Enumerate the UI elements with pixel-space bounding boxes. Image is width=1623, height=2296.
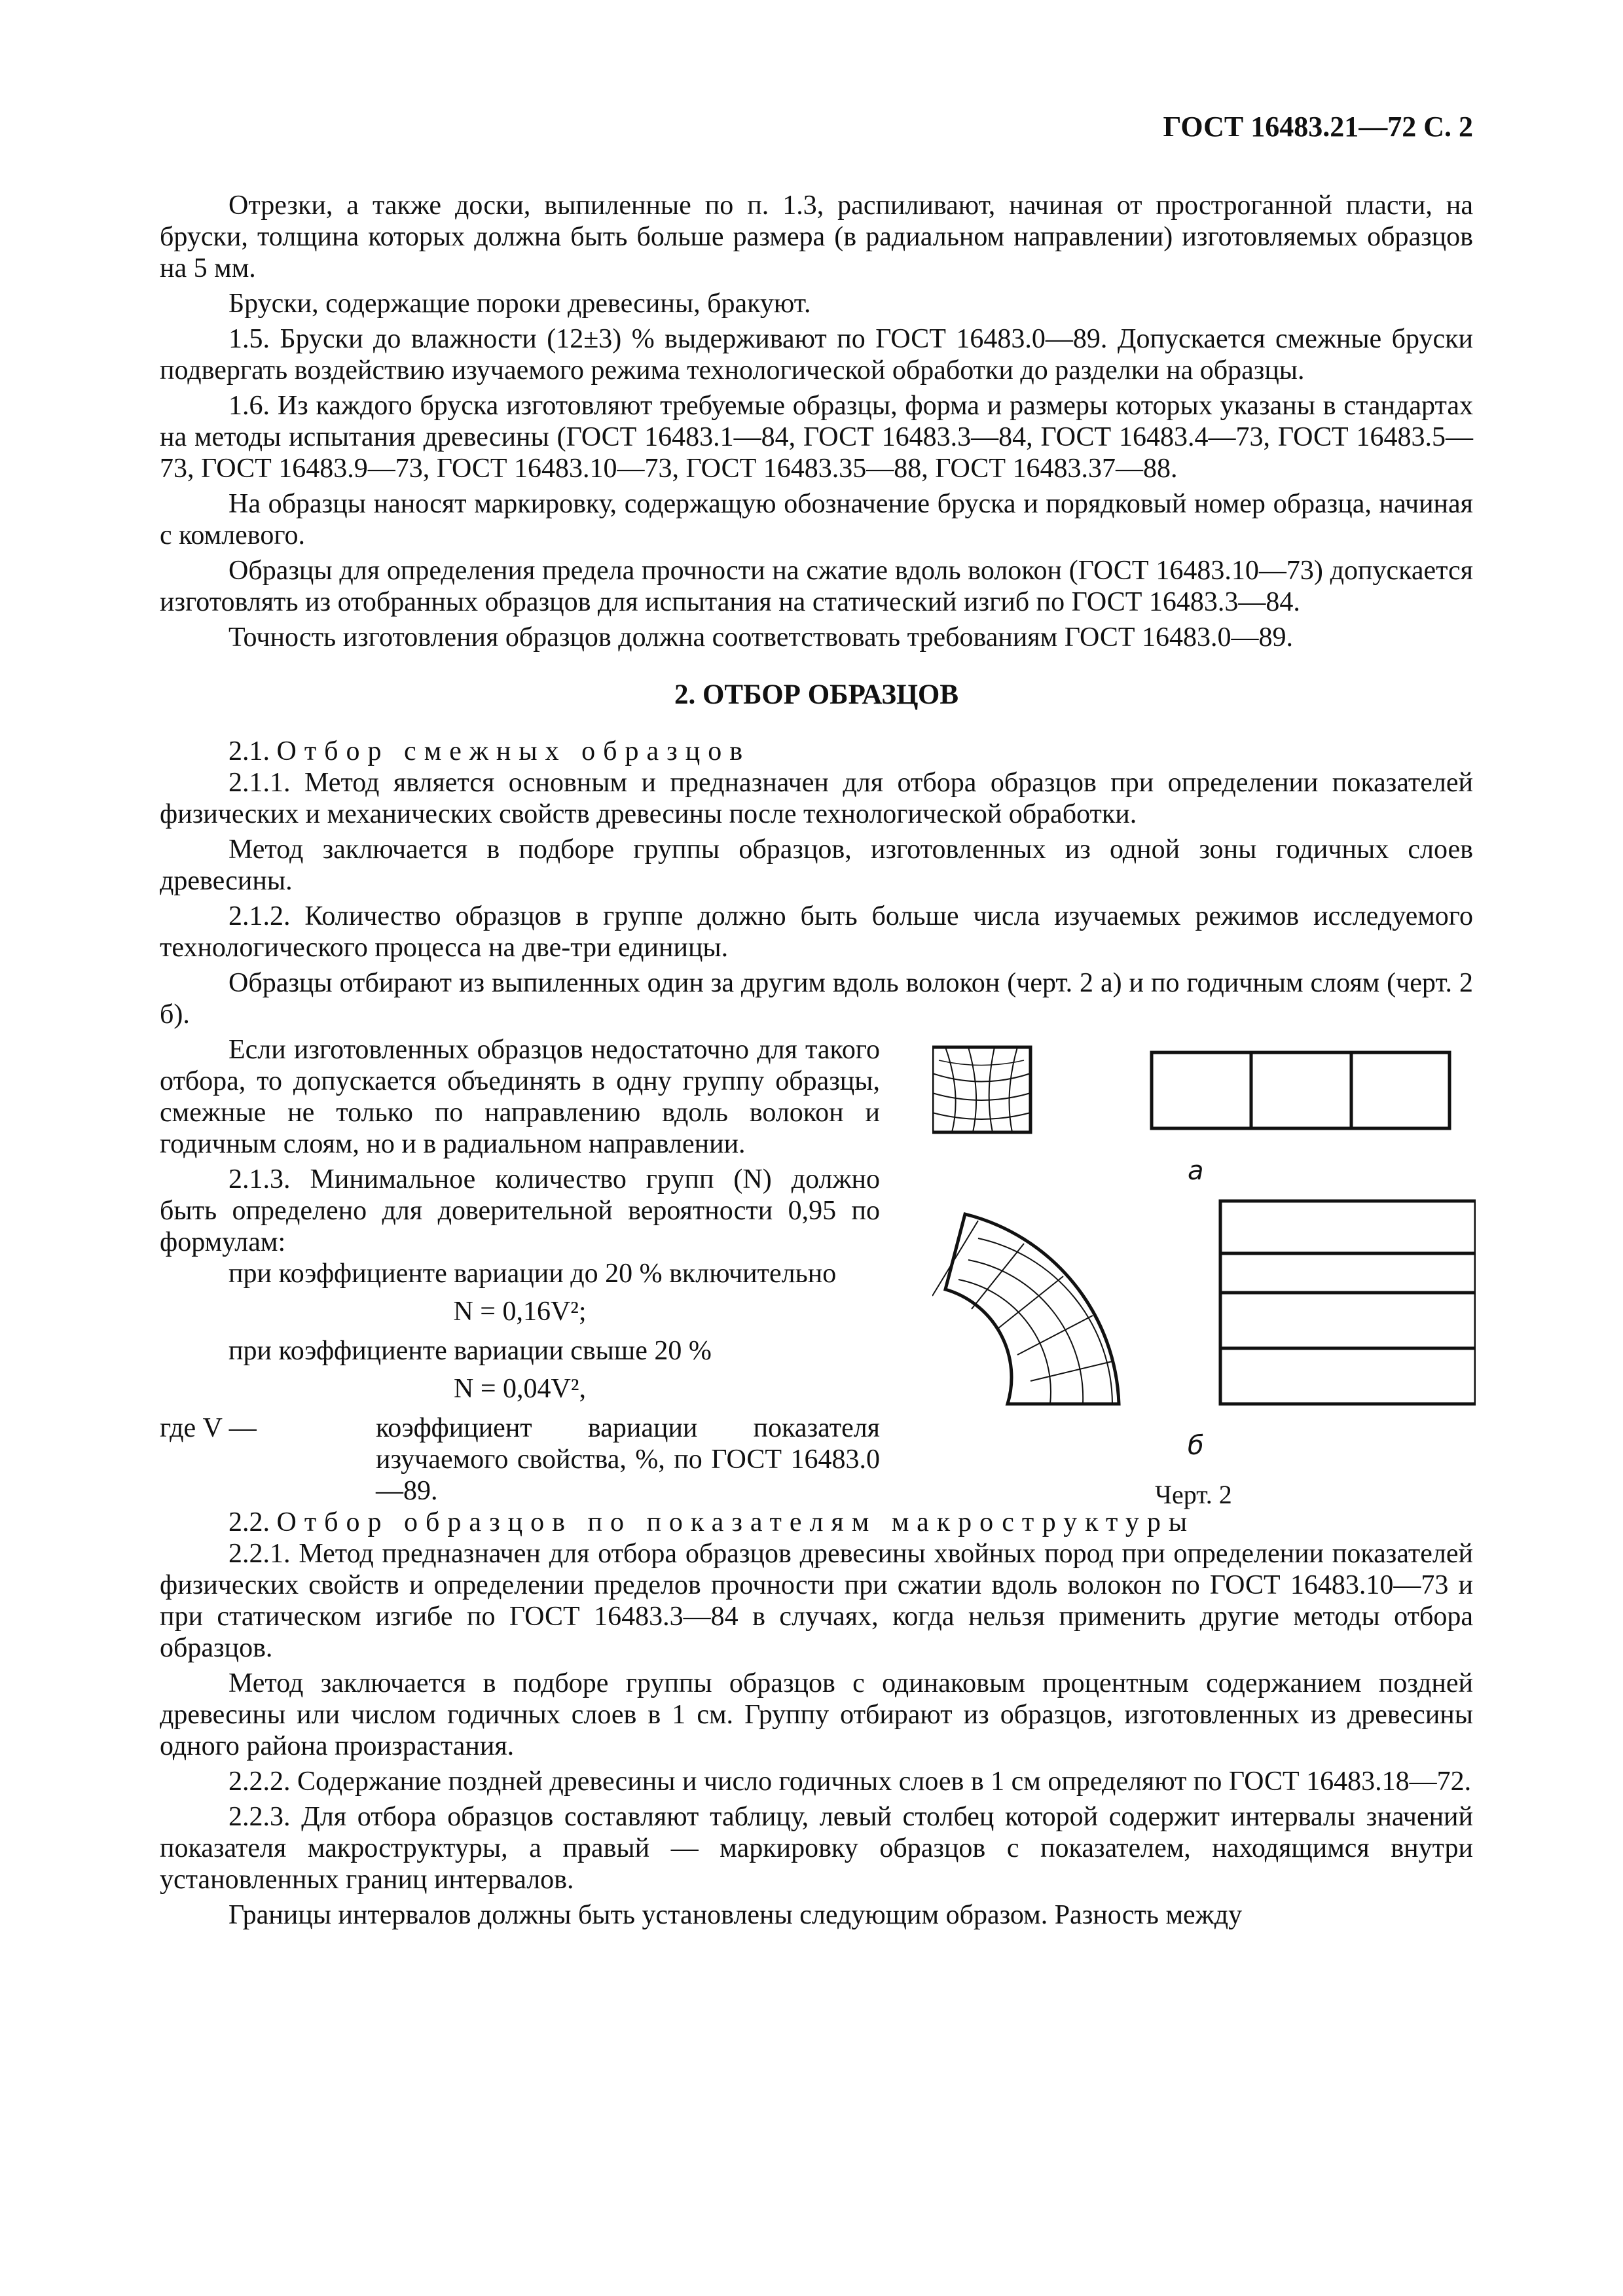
figure-drawing-2 bbox=[932, 1034, 1476, 1623]
paragraph: 2.1.1. Метод является основным и предназначен для отбора образцов при определении показателей физических и механических свойств древесины после технологической обработки. bbox=[160, 768, 1473, 829]
subsection-heading bbox=[160, 736, 1473, 767]
figure-label-b: б bbox=[1188, 1431, 1204, 1461]
end-grain-block bbox=[932, 1047, 1030, 1132]
longitudinal-specimens bbox=[1152, 1052, 1450, 1128]
formula-legend bbox=[160, 1412, 880, 1507]
paragraph: 1.5. Бруски до влажности (12±3) % выдерживают по ГОСТ 16483.0—89. Допускается смежные бруски подвергать воздействию изучаемого режима технологической обработки до разделки на образцы. bbox=[160, 324, 1473, 386]
paragraph: 2.1.2. Количество образцов в группе должно быть больше числа изучаемых режимов исследуемого технологического процесса на две-три единицы. bbox=[160, 901, 1473, 963]
paragraph: Метод заключается в подборе группы образцов с одинаковым процентным содержанием поздней древесины или числом годичных слоев в 1 см. Группу отбирают из образцов, изготовленных из древесины одного района произрастания. bbox=[160, 1668, 1473, 1761]
paragraph: Метод заключается в подборе группы образцов, изготовленных из одной зоны годичных слоев древесины. bbox=[160, 834, 1473, 896]
document-body bbox=[160, 190, 1473, 1931]
paragraph: Бруски, содержащие пороки древесины, бракуют. bbox=[228, 289, 811, 319]
text-with-figure bbox=[160, 1034, 1473, 1507]
paragraph: при коэффициенте вариации до 20 % включительно bbox=[228, 1259, 837, 1289]
paragraph: На образцы наносят маркировку, содержащую обозначение бруска и порядковый номер образца, начиная с комлевого. bbox=[160, 489, 1473, 550]
paragraph: Точность изготовления образцов должна соответствовать требованиям ГОСТ 16483.0—89. bbox=[228, 622, 1293, 653]
tangential-specimens bbox=[1220, 1201, 1476, 1404]
paragraph: 2.2.1. Метод предназначен для отбора образцов древесины хвойных пород при определении показателей физических свойств и определении пределов прочности при сжатии вдоль волокон по ГОСТ 16483.10—73 и при статическом изгибе по ГОСТ 16483.3—84 в случаях, когда нельзя применить другие методы отбора образцов. bbox=[160, 1539, 1473, 1663]
paragraph: Границы интервалов должны быть установлены следующим образом. Разность между bbox=[228, 1900, 1243, 1930]
subsection-title: Отбор образцов по показателям макроструктуры bbox=[276, 1507, 1195, 1537]
paragraph: 2.2.2. Содержание поздней древесины и число годичных слоев в 1 см определяют по ГОСТ 16483.18—72. bbox=[228, 1767, 1472, 1797]
paragraph: 1.6. Из каждого бруска изготовляют требуемые образцы, форма и размеры которых указаны в стандартах на методы испытания древесины (ГОСТ 16483.1—84, ГОСТ 16483.3—84, ГОСТ 16483.4—73, ГОСТ 16483.5—73, ГОСТ 16483.9—73, ГОСТ 16483.10—73, ГОСТ 16483.35—88, ГОСТ 16483.37—88. bbox=[160, 391, 1473, 484]
paragraph: Если изготовленных образцов недостаточно для такого отбора, то допускается объединять в одну группу образцы, смежные не только по направлению вдоль волокон и годичным слоям, но и в радиальном направлении. bbox=[160, 1035, 880, 1159]
legend-text: коэффициент вариации показателя изучаемого свойства, %, по ГОСТ 16483.0—89. bbox=[376, 1413, 880, 1506]
paragraph: 2.1.3. Минимальное количество групп (N) должно быть определено для доверительной вероятности 0,95 по формулам: bbox=[160, 1164, 880, 1257]
paragraph: Образцы отбирают из выпиленных один за другим вдоль волокон (черт. 2 а) и по годичным слоям (черт. 2 б). bbox=[160, 968, 1473, 1030]
paragraph: при коэффициенте вариации свыше 20 % bbox=[228, 1336, 712, 1366]
subsection-number: 2.1. bbox=[228, 736, 270, 766]
document-header: ГОСТ 16483.21—72 С. 2 bbox=[1163, 111, 1473, 143]
formula-1: N = 0,16V²; bbox=[453, 1297, 587, 1327]
figure-svg bbox=[932, 1034, 1476, 1623]
figure-caption: Черт. 2 bbox=[1155, 1480, 1232, 1509]
legend-label: где V — bbox=[160, 1413, 257, 1443]
section-title: 2. ОТБОР ОБРАЗЦОВ bbox=[674, 679, 959, 710]
formula-2: N = 0,04V², bbox=[454, 1374, 586, 1404]
paragraph: 2.2.3. Для отбора образцов составляют таблицу, левый столбец которой содержит интервалы значений показателя макроструктуры, а правый — маркировку образцов с показателем, находящимся внутри установленных границ интервалов. bbox=[160, 1802, 1473, 1895]
left-column bbox=[160, 1034, 880, 1507]
paragraph: Отрезки, а также доски, выпиленные по п. 1.3, распиливают, начиная от прострoганной пласти, на бруски, толщина которых должна быть больше размера (в радиальном направлении) изготовляемых образцов на 5 мм. bbox=[160, 190, 1473, 283]
annual-ring-sector bbox=[932, 1214, 1119, 1404]
figure-label-a: а bbox=[1188, 1156, 1204, 1186]
paragraph: Образцы для определения предела прочности на сжатие вдоль волокон (ГОСТ 16483.10—73) допускается изготовлять из отобранных образцов для испытания на статический изгиб по ГОСТ 16483.3—84. bbox=[160, 556, 1473, 617]
subsection-number: 2.2. bbox=[228, 1507, 270, 1537]
subsection-title: Отбор смежных образцов bbox=[276, 736, 751, 766]
